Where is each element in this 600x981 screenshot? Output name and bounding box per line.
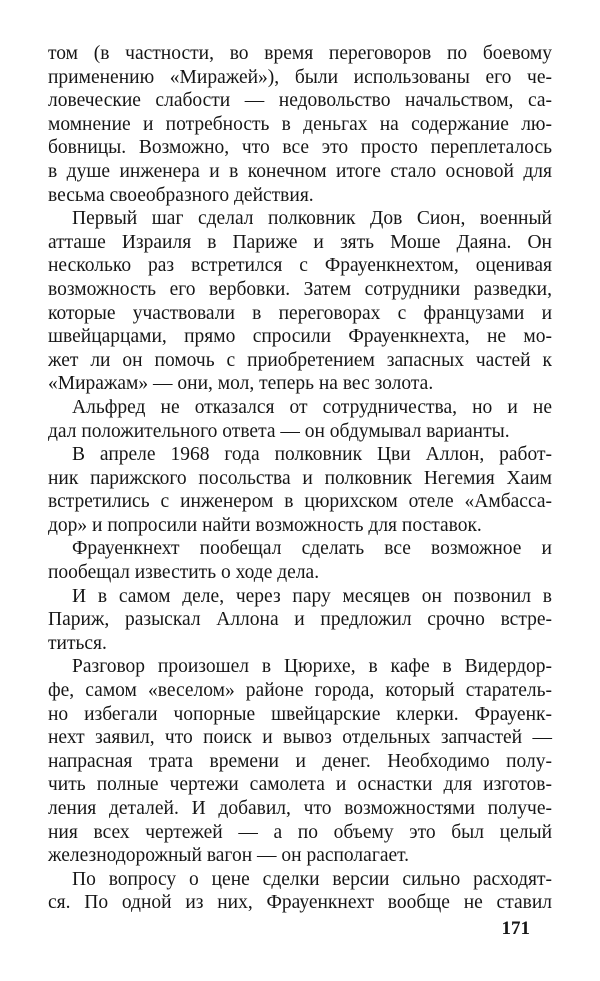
text-line: применению «Миражей»), были использованы его че-: [48, 66, 552, 88]
text-line: в душе инженера и в конечном итоге стало основой для: [48, 160, 552, 182]
text-line: несколько раз встретился с Фрауенкнехтом, оценивая: [48, 255, 552, 277]
text-line: момнение и потребность в деньгах на содержание лю-: [48, 113, 552, 135]
text-line: «Миражам» — они, мол, теперь на вес золота.: [48, 373, 434, 395]
text-line: ления деталей. И добавил, что возможностями получе-: [48, 798, 552, 819]
text-line: ся. По одной из них, Фрауенкнехт вообще не ставил: [48, 892, 552, 914]
text-line: весьма своеобразного действия.: [48, 184, 314, 206]
text-line: которые участвовали в переговорах с французами и: [48, 302, 552, 324]
text-line: И в самом деле, через пару месяцев он позвонил в: [72, 585, 552, 607]
text-line: швейцарцами, прямо спросили Фрауенкнехта, не мо-: [48, 326, 552, 348]
page-number: 171: [501, 918, 530, 939]
text-line: Первый шаг сделал полковник Дов Сион, военный: [72, 208, 552, 230]
text-line: жет ли он помочь с приобретением запасных частей к: [48, 349, 552, 371]
text-line: титься.: [48, 632, 107, 654]
text-line: но избегали чопорные швейцарские клерки. Фрауенк-: [48, 703, 552, 725]
text-line: бовницы. Возможно, что все это просто переплеталось: [48, 137, 552, 159]
text-line: возможность его вербовки. Затем сотрудники разведки,: [48, 278, 552, 300]
text-line: встретились с инженером в цюрихском отеле «Амбасса-: [48, 491, 552, 513]
text-line: В апреле 1968 года полковник Цви Аллон, работ-: [72, 444, 552, 466]
text-line: напрасная трата времени и денег. Необходимо полу-: [48, 750, 552, 772]
text-line: пообещал известить о ходе дела.: [48, 562, 320, 584]
text-line: ник парижского посольства и полковник Негемия Хаим: [48, 467, 552, 489]
text-line: ловеческие слабости — недовольство начальством, са-: [48, 90, 552, 112]
text-line: Париж, разыскал Аллона и предложил срочно встре-: [48, 609, 552, 631]
text-line: Разговор произошел в Цюрихе, в кафе в Видердор-: [72, 656, 552, 678]
text-line: железнодорожный вагон — он располагает.: [48, 845, 410, 867]
text-line: Альфред не отказался от сотрудничества, но и не: [72, 396, 552, 418]
text-line: По вопросу о цене сделки версии сильно расходят-: [72, 868, 552, 890]
text-line: ния всех чертежей — а по объему это был целый: [48, 821, 552, 843]
text-line: дал положительного ответа — он обдумывал варианты.: [48, 420, 510, 442]
text-line: чить полные чертежи самолета и оснастки для изготов-: [48, 774, 552, 796]
text-line: фе, самом «веселом» районе города, который старатель-: [48, 680, 552, 702]
page-text: [48, 42, 552, 915]
text-line: дор» и попросили найти возможность для поставок.: [48, 514, 482, 536]
text-line: атташе Израиля в Париже и зять Моше Даяна. Он: [48, 231, 552, 253]
text-line: том (в частности, во время переговоров по боевому: [48, 43, 552, 64]
text-line: Фрауенкнехт пообещал сделать все возможное и: [72, 538, 552, 560]
text-line: нехт заявил, что поиск и вывоз отдельных запчастей —: [48, 727, 552, 749]
